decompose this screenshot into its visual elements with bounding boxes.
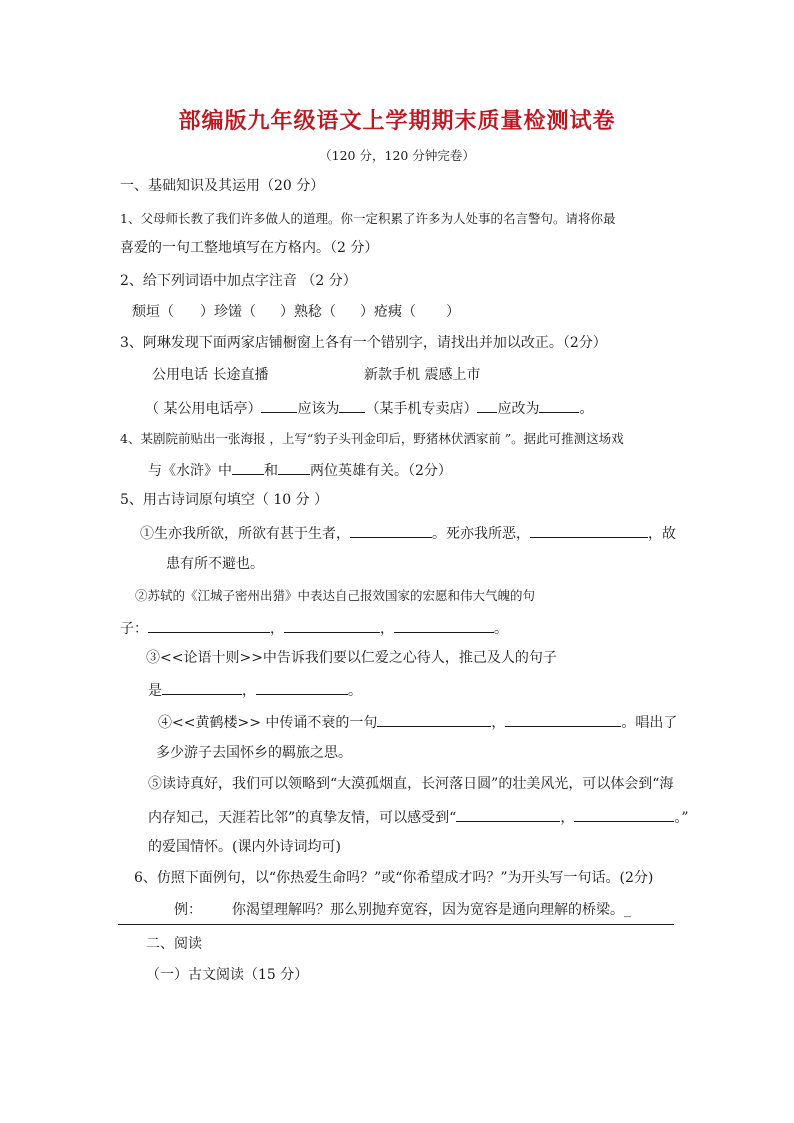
answer-blank[interactable] (477, 398, 497, 413)
question-3-answer-line (145, 398, 593, 418)
question-2-prompt: 2、给下列词语中加点字注音 （2 分） (120, 273, 357, 289)
answer-text: ， (242, 683, 256, 699)
answer-text: 与《水浒》中 (148, 463, 232, 479)
question-5-item-1 (140, 523, 676, 543)
subsection-heading-classical: （一）古文阅读（15 分） (146, 967, 309, 983)
question-3-prompt: 3、阿琳发现下面两家店铺橱窗上各有一个错别字，请找出并加以改正。（2分） (120, 335, 607, 351)
answer-text: （某手机专卖店） (365, 401, 478, 417)
word-item: ）疮痍（ (360, 304, 416, 320)
word-item: ）熟稔（ (280, 304, 336, 320)
answer-text: 应改为 (497, 401, 540, 417)
question-1-line-2: 喜爱的一句工整地填写在方格内。（2 分） (120, 240, 379, 256)
answer-text: 内存知己，天涯若比邻”的真挚友情，可以感受到“ (148, 810, 457, 826)
question-5-item-2-line-2 (120, 618, 508, 638)
question-6-example-label: 例： (174, 902, 202, 918)
answer-text: 。 (579, 401, 594, 417)
question-6-prompt: 6、仿照下面例句，以“你热爱生命吗？”或“你希望成才吗？”为开头写一句话。(2分) (134, 870, 654, 886)
question-6-example-text: 你渴望理解吗？那么别抛弃宽容，因为宽容是通向理解的桥梁。_ (232, 902, 631, 918)
answer-blank[interactable] (350, 523, 432, 538)
answer-text: 和 (264, 463, 278, 479)
question-4-line-2 (148, 460, 452, 480)
answer-blank[interactable] (339, 398, 365, 413)
answer-text: 两位英雄有关。（2分） (310, 463, 452, 479)
answer-text: ，故 (648, 526, 676, 542)
answer-blank[interactable] (148, 618, 270, 633)
answer-blank[interactable] (278, 460, 310, 475)
question-2-words (132, 303, 460, 321)
section-heading-reading: 二、阅读 (146, 936, 202, 952)
question-5-item-5-cont: 的爱国情怀。(课内外诗词均可) (148, 839, 341, 855)
answer-text: 。 (494, 621, 508, 637)
section-divider (118, 924, 674, 925)
word-item: ） (446, 304, 460, 320)
section-heading-basics: 一、基础知识及其运用（20 分） (120, 178, 325, 194)
question-5-item-4 (158, 712, 677, 732)
question-5-item-5-line-2 (148, 807, 689, 827)
answer-text: 。唱出了 (621, 715, 678, 731)
answer-text: 。” (674, 810, 689, 826)
answer-blank[interactable] (162, 680, 242, 695)
word-item: ）珍馐（ (200, 304, 256, 320)
answer-text: ， (380, 621, 394, 637)
answer-text: 是 (148, 683, 162, 699)
answer-blank[interactable] (261, 398, 297, 413)
answer-text: 子： (120, 621, 148, 637)
question-4-line-1: 4、某剧院前贴出一张海报 ，上写“豹子头刊金印后，野猪林伏洒家前 ”。据此可推测这场戏 (120, 431, 624, 446)
page-title: 部编版九年级语文上学期期末质量检测试卷 (178, 109, 616, 134)
answer-blank[interactable] (232, 460, 264, 475)
answer-text: ， (270, 621, 284, 637)
answer-blank[interactable] (574, 807, 674, 822)
question-5-item-5-line-1: ⑤读诗真好，我们可以领略到“大漠孤烟直，长河落日圆”的壮美风光，可以体会到“海 (148, 776, 674, 792)
page-subtitle: （120 分，120 分钟完卷） (319, 148, 475, 163)
answer-blank[interactable] (456, 807, 560, 822)
answer-text: 。死亦我所恶， (432, 526, 530, 542)
question-5-item-3-line-1: ③<<论语十则>>中告诉我们要以仁爱之心待人，推己及人的句子 (146, 650, 557, 666)
answer-text: 应该为 (297, 401, 340, 417)
answer-blank[interactable] (539, 398, 579, 413)
answer-blank[interactable] (284, 618, 380, 633)
answer-text: ， (491, 715, 506, 731)
answer-blank[interactable] (394, 618, 494, 633)
question-5-item-1-cont: 患有所不避也。 (166, 556, 264, 572)
answer-blank[interactable] (530, 523, 648, 538)
answer-text: 。 (348, 683, 362, 699)
answer-text: （ 某公用电话亭） (145, 401, 262, 417)
answer-blank[interactable] (377, 712, 491, 727)
question-5-item-4-cont: 多少游子去国怀乡的羁旅之思。 (156, 745, 352, 761)
answer-blank[interactable] (256, 680, 348, 695)
shop-sign-b: 新款手机 震感上市 (364, 367, 481, 383)
answer-blank[interactable] (505, 712, 621, 727)
question-5-item-2-line-1: ②苏轼的《江城子密州出猎》中表达自己报效国家的宏愿和伟大气魄的句 (135, 588, 536, 603)
shop-sign-a: 公用电话 长途直播 (152, 367, 269, 383)
answer-text: ， (560, 810, 575, 826)
question-1-line-1: 1、父母师长教了我们许多做人的道理。你一定积累了许多为人处事的名言警句。请将你最 (120, 211, 616, 226)
question-5-item-3-line-2 (148, 680, 362, 700)
answer-text: ④<<黄鹤楼>> 中传诵不衰的一句 (158, 715, 378, 731)
question-5-prompt: 5、用古诗词原句填空（ 10 分 ） (120, 492, 329, 508)
answer-text: ①生亦我所欲，所欲有甚于生者， (140, 526, 350, 542)
word-item: 颓垣（ (132, 304, 174, 320)
